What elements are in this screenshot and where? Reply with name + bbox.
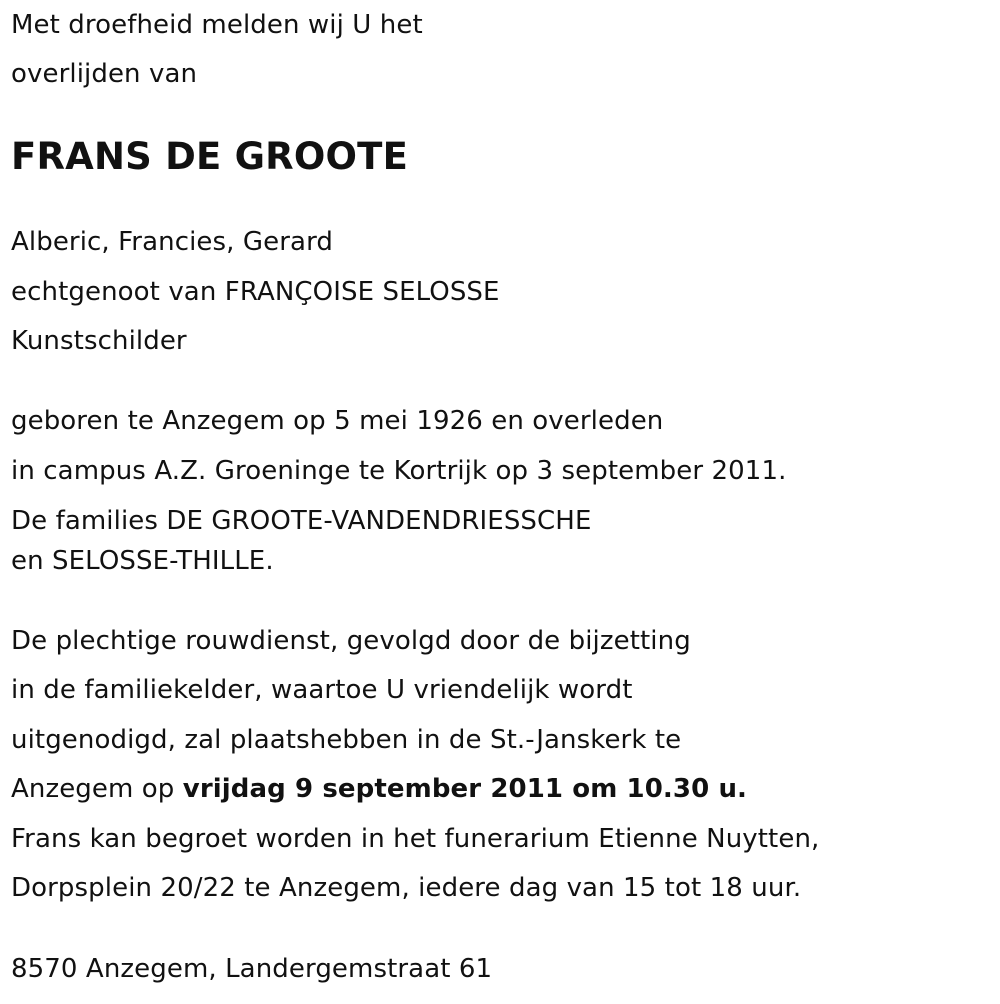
- intro-line-1: Met droefheid melden wij U het: [11, 10, 423, 40]
- profession: Kunstschilder: [11, 326, 187, 356]
- service-line-4: [11, 774, 747, 804]
- spouse-line: echtgenoot van FRANÇOISE SELOSSE: [11, 277, 500, 307]
- service-date-prefix: Anzegem op: [11, 774, 183, 804]
- families-line-1: De families DE GROOTE-VANDENDRIESSCHE: [11, 506, 592, 536]
- deceased-name: FRANS DE GROOTE: [11, 135, 409, 178]
- service-line-2: in de familiekelder, waartoe U vriendelijk wordt: [11, 675, 633, 705]
- intro-line-2: overlijden van: [11, 59, 198, 89]
- death-line: in campus A.Z. Groeninge te Kortrijk op 3 september 2011.: [11, 456, 787, 486]
- address: 8570 Anzegem, Landergemstraat 61: [11, 954, 493, 984]
- given-names: Alberic, Francies, Gerard: [11, 227, 334, 257]
- service-line-6: Dorpsplein 20/22 te Anzegem, iedere dag van 15 tot 18 uur.: [11, 873, 802, 903]
- service-line-3: uitgenodigd, zal plaatshebben in de St.-Janskerk te: [11, 725, 682, 755]
- service-line-1: De plechtige rouwdienst, gevolgd door de bijzetting: [11, 626, 691, 656]
- service-date: vrijdag 9 september 2011 om 10.30 u.: [182, 774, 748, 804]
- birth-line: geboren te Anzegem op 5 mei 1926 en overleden: [11, 406, 664, 436]
- families-line-2: en SELOSSE-THILLE.: [11, 546, 274, 576]
- service-line-5: Frans kan begroet worden in het funerarium Etienne Nuytten,: [11, 824, 820, 854]
